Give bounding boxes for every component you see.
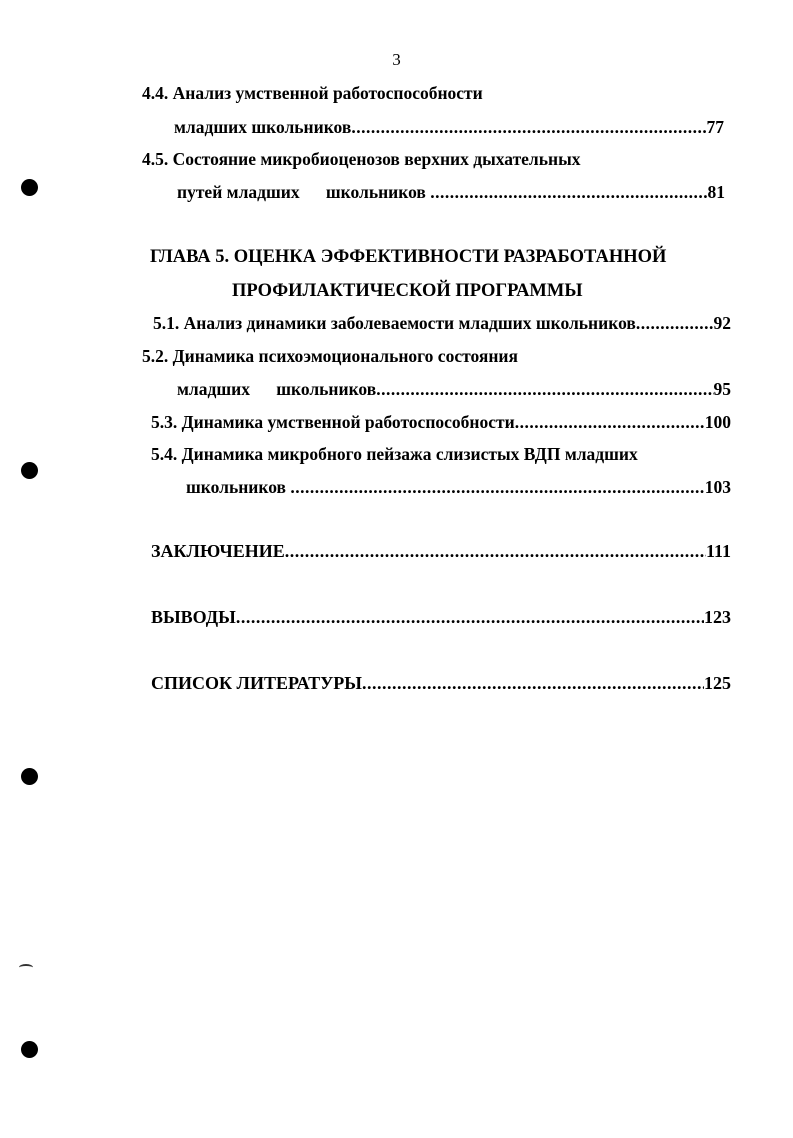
toc-4-4-page: 77 <box>706 117 724 137</box>
toc-4-5-entry[interactable] <box>177 182 725 202</box>
leader-dots <box>636 313 714 333</box>
toc-4-4-title: 4.4. Анализ умственной работоспособности <box>142 83 483 103</box>
toc-5-2-label: младших школьников <box>177 379 377 399</box>
toc-5-3-page: 100 <box>704 412 731 432</box>
toc-5-4-label: школьников <box>186 477 291 497</box>
punch-hole <box>21 179 38 196</box>
toc-5-1-label: 5.1. Анализ динамики заболеваемости младших школьников <box>153 313 636 333</box>
toc-4-5-page: 81 <box>707 182 725 202</box>
toc-5-4-page: 103 <box>704 477 731 497</box>
punch-hole <box>21 462 38 479</box>
leader-dots <box>515 412 705 432</box>
toc-5-4-entry[interactable] <box>186 477 731 497</box>
toc-5-3-label: 5.3. Динамика умственной работоспособности <box>151 412 515 432</box>
toc-findings-entry[interactable] <box>151 607 731 627</box>
toc-5-4-title: 5.4. Динамика микробного пейзажа слизистых ВДП младших <box>151 444 638 464</box>
toc-references-entry[interactable] <box>151 673 731 693</box>
leader-dots <box>351 117 706 137</box>
leader-dots <box>376 379 713 399</box>
toc-references-label: СПИСОК ЛИТЕРАТУРЫ <box>151 673 362 693</box>
leader-dots <box>430 182 707 202</box>
scan-mark <box>19 964 33 971</box>
leader-dots <box>285 541 706 561</box>
page-number: 3 <box>392 50 401 69</box>
chapter-5-subtitle: ПРОФИЛАКТИЧЕСКОЙ ПРОГРАММЫ <box>232 281 583 301</box>
chapter-5-title: ГЛАВА 5. ОЦЕНКА ЭФФЕКТИВНОСТИ РАЗРАБОТАННОЙ <box>150 247 667 267</box>
toc-4-5-title: 4.5. Состояние микробиоценозов верхних дыхательных <box>142 149 581 169</box>
toc-5-1-entry[interactable] <box>153 313 731 333</box>
toc-conclusion-label: ЗАКЛЮЧЕНИЕ <box>151 541 285 561</box>
leader-dots <box>236 607 704 627</box>
toc-conclusion-page: 111 <box>705 541 731 561</box>
toc-5-1-page: 92 <box>713 313 731 333</box>
toc-conclusion-entry[interactable] <box>151 541 731 561</box>
toc-5-2-title: 5.2. Динамика психоэмоционального состояния <box>142 346 518 366</box>
toc-5-2-page: 95 <box>713 379 731 399</box>
toc-references-page: 125 <box>704 673 731 693</box>
toc-findings-label: ВЫВОДЫ <box>151 607 236 627</box>
punch-hole <box>21 768 38 785</box>
toc-5-2-entry[interactable] <box>177 379 731 399</box>
leader-dots <box>290 477 704 497</box>
toc-4-5-label: путей младших школьников <box>177 182 431 202</box>
toc-4-4-label: младших школьников <box>174 117 352 137</box>
toc-findings-page: 123 <box>704 607 731 627</box>
leader-dots <box>362 673 704 693</box>
toc-4-4-entry[interactable] <box>174 117 724 137</box>
toc-5-3-entry[interactable] <box>151 412 731 432</box>
punch-hole <box>21 1041 38 1058</box>
